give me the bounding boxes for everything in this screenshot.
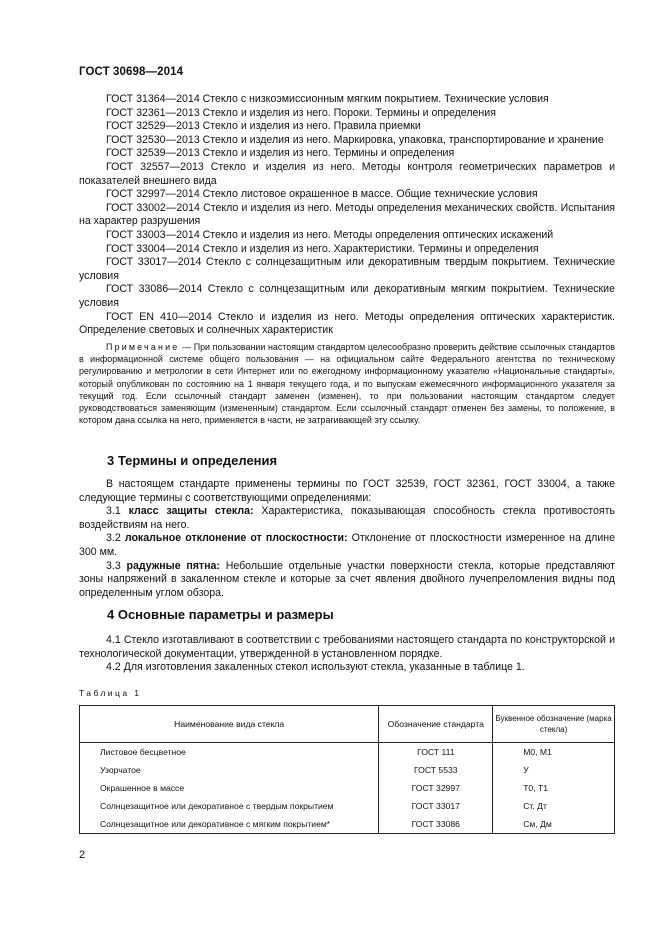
table-cell: ГОСТ 33086	[379, 815, 493, 834]
reference-item: ГОСТ 31364—2014 Стекло с низкоэмиссионным мягким покрытием. Технические условия	[106, 93, 549, 105]
term-number: 3.3	[106, 559, 121, 572]
table-cell: У	[493, 761, 615, 779]
table-cell: Т0, Т1	[493, 779, 615, 797]
section-3-body	[79, 478, 615, 600]
reference-item: ГОСТ 32557—2013 Стекло и изделия из него. Методы контроля геометрических параметров и показателей внешнего вида	[79, 160, 615, 187]
table-row	[80, 815, 615, 834]
note-paragraph	[79, 341, 615, 426]
term-3-2	[79, 532, 615, 559]
page-number: 2	[79, 849, 86, 861]
references-list	[79, 93, 615, 338]
reference-item: ГОСТ 32530—2013 Стекло и изделия из него. Маркировка, упаковка, транспортирование и хранение	[106, 133, 604, 146]
table-row	[80, 761, 615, 779]
section-4-body	[79, 634, 615, 675]
reference-item: ГОСТ 32361—2013 Стекло и изделия из него. Пороки. Термины и определения	[106, 106, 496, 119]
table-row	[80, 743, 615, 762]
term-definition: Характеристика, показывающая способность стекла противостоять воздействиям на него.	[79, 505, 615, 531]
term-name: локальное отклонение от плоскостности:	[124, 532, 348, 545]
table-header-row	[80, 706, 615, 743]
reference-item: ГОСТ 32539—2013 Стекло и изделия из него. Термины и определения	[106, 147, 455, 160]
note-text: — При пользовании настоящим стандартом целесообразно проверить действие ссылочных стандартов в информационной системе общего пользования — на официальном сайте Федерального агентства по техническому регулированию и метрологии в сети Интернет или по ежегодному информационному указателю «Национальные стандарты», который опубликован по состоянию на 1 января текущего года, и по выпускам ежемесячного информационного указателя за текущий год. Если ссылочный стандарт заменен (изменен), то при пользовании настоящим стандартом следует руководствоваться заменяющим (измененным) стандартом. Если ссылочный стандарт отменен без замены, то положение, в котором дана ссылка на него, применяется в части, не затрагивающей эту ссылку.	[79, 342, 615, 426]
table-cell: ГОСТ 32997	[379, 779, 493, 797]
reference-item: ГОСТ 33086—2014 Стекло с солнцезащитным или декоративным мягким покрытием. Технические условия	[79, 283, 615, 309]
table-cell: Узорчатое	[80, 761, 379, 779]
table-cell: Листовое бесцветное	[80, 743, 379, 762]
table-cell: ГОСТ 5533	[379, 761, 493, 779]
table-cell: Солнцезащитное или декоративное с мягким покрытием*	[80, 815, 379, 834]
reference-item: ГОСТ 33004—2014 Стекло и изделия из него. Характеристики. Термины и определения	[106, 242, 539, 255]
term-name: класс защиты стекла:	[128, 505, 254, 518]
note-block	[79, 341, 615, 426]
table-cell: ГОСТ 111	[379, 743, 493, 762]
reference-item: ГОСТ 33017—2014 Стекло с солнцезащитным или декоративным твердым покрытием. Технические условия	[79, 256, 615, 282]
paragraph-4-2: 4.2 Для изготовления закаленных стекол используют стекла, указанные в таблице 1.	[106, 661, 525, 674]
note-label: Примечание	[106, 342, 180, 352]
term-3-3	[79, 560, 615, 601]
reference-item: ГОСТ 33002—2014 Стекло и изделия из него. Методы определения механических свойств. Испытания на характер разрушения	[79, 201, 615, 228]
section-4-heading: 4 Основные параметры и размеры	[107, 607, 334, 622]
table-cell: ГОСТ 33017	[379, 797, 493, 815]
table-cell: Окрашенное в массе	[80, 779, 379, 797]
reference-item: ГОСТ EN 410—2014 Стекло и изделия из него. Методы определения оптических характеристик. Определение световых и солнечных характеристик	[79, 310, 615, 337]
term-definition: Отклонение от плоскостности измеренное на длине 300 мм.	[79, 532, 615, 558]
table-1	[79, 705, 615, 834]
section-3-intro: В настоящем стандарте применены термины по ГОСТ 32539, ГОСТ 32361, ГОСТ 33004, а также следующие термины с соответствующими определениями:	[79, 478, 615, 504]
term-definition: Небольшие отдельные участки поверхности стекла, которые представляют зоны напряжений в закаленном стекле и которые за счет явления двойного лучепреломления видны под определенным углом обзора.	[79, 559, 615, 599]
term-name: радужные пятна:	[126, 559, 220, 572]
reference-item: ГОСТ 32529—2013 Стекло и изделия из него. Правила приемки	[106, 120, 421, 133]
document-header: ГОСТ 30698—2014	[79, 66, 184, 78]
table-cell: Солнцезащитное или декоративное с твердым покрытием	[80, 797, 379, 815]
reference-item: ГОСТ 33003—2014 Стекло и изделия из него. Методы определения оптических искажений	[106, 228, 554, 241]
paragraph-4-1: 4.1 Стекло изготавливают в соответствии с требованиями настоящего стандарта по конструкторской и технологической документации, утвержденной в установленном порядке.	[79, 634, 615, 660]
term-3-1	[79, 505, 615, 532]
table-label: Таблица 1	[79, 688, 142, 698]
table-header-cell: Обозначение стандарта	[379, 706, 493, 743]
table-header-cell: Буквенное обозначение (марка стекла)	[493, 706, 615, 743]
table-row	[80, 779, 615, 797]
table-cell: М0, М1	[493, 743, 615, 762]
table-cell: См, Дм	[493, 815, 615, 834]
table-header-cell: Наименование вида стекла	[80, 706, 379, 743]
term-number: 3.2	[106, 532, 121, 545]
term-number: 3.1	[106, 505, 121, 518]
table-row	[80, 797, 615, 815]
reference-item: ГОСТ 32997—2014 Стекло листовое окрашенное в массе. Общие технические условия	[106, 188, 538, 201]
section-3-heading: 3 Термины и определения	[107, 453, 278, 468]
table-cell: Ст, Дт	[493, 797, 615, 815]
